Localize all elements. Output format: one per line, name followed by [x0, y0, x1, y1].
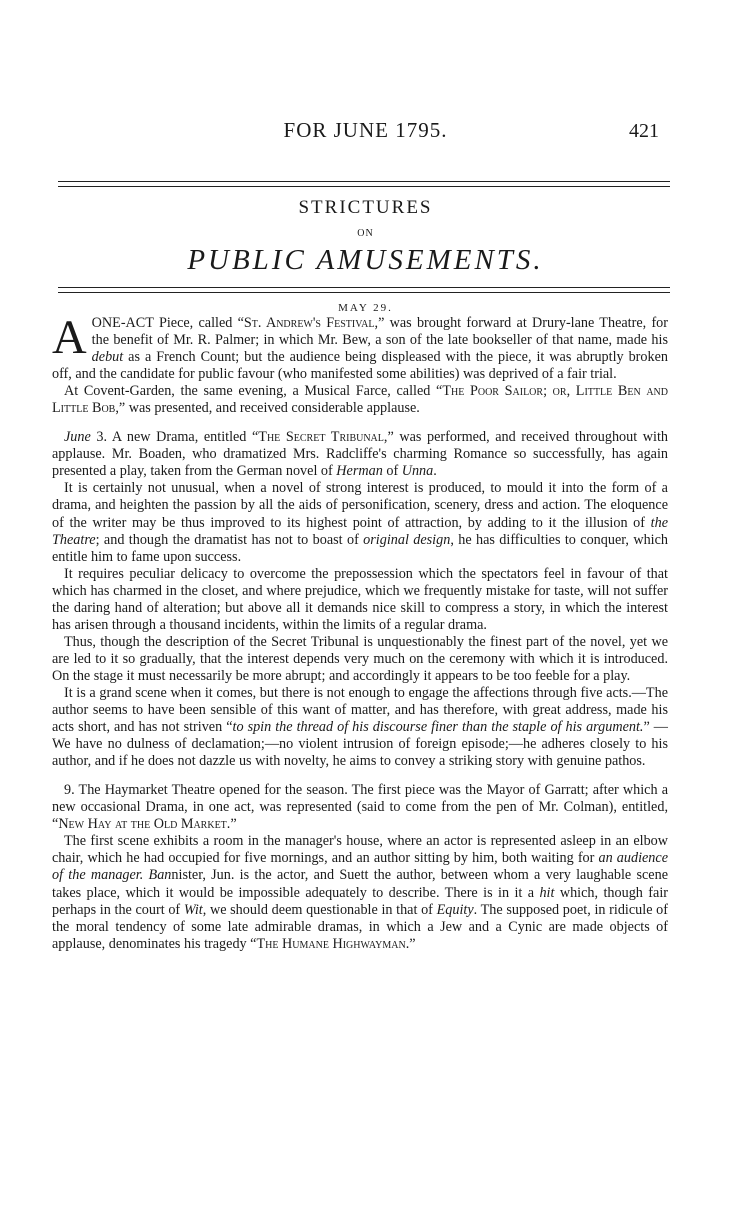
italic-quote: to spin the thread of his discourse finer than the staple of his argument. [232, 719, 644, 736]
play-title: The Poor Sailor; or, Little Ben and Little Bob [52, 383, 668, 417]
text: ,” was brought forward at Drury-lane Theatre, for the benefit of Mr. R. Palmer; in which Mr. Bew, a son of the late bookseller of that name, made his [91, 315, 668, 349]
text: of [382, 463, 402, 480]
running-head [0, 118, 731, 148]
text: ” —We have no dulness of declamation;—no violent intrusion of foreign episode;—he adheres closely to his author, and if he does not dazzle us with novelty, he aims to convey a striking story with genuine pathos. [52, 719, 668, 770]
play-title: The Humane Highwayman [256, 935, 406, 952]
text: 9. The Haymarket Theatre opened for the season. The first piece was the Mayor of Garratt; after which a new occasional Drama, in one act, was represented (said to come from the pen of Mr. Colman), entitled, “ [52, 782, 668, 833]
drop-cap: A [52, 311, 87, 364]
text: , we should deem questionable in that of [202, 901, 437, 918]
section-heading-public-amusements: PUBLIC AMUSEMENTS. [187, 244, 544, 276]
text: . The supposed poet, in ridicule of the moral tendency of some late admirable dramas, in which a Jew and a Cynic are made objects of applause, denominates his tragedy “ [52, 901, 668, 952]
paragraph-8 [52, 782, 668, 833]
paragraph-7 [52, 685, 668, 770]
text: nister, Jun. is the actor, and Suett the author, between whom a very laughable scene takes place, which it would be impossible adequately to describe. There is in it a [52, 867, 668, 901]
italic-word: Wit [183, 901, 203, 918]
paragraph-9 [52, 833, 668, 952]
top-rule-thick [58, 181, 670, 182]
text: The first scene exhibits a room in the manager's house, where an actor is represented asleep in an elbow chair, which he had occupied for five mornings, and an author sitting by him, both waiting for [52, 833, 668, 867]
text: . [433, 463, 437, 480]
heading-rule-thin [58, 292, 670, 293]
paragraph-3 [52, 429, 668, 480]
text: It is certainly not unusual, when a novel of strong interest is produced, to mould it into the form of a drama, and heighten the passion by all the aids of personification, scenery, dress and action. The eloquence of the writer may be thus improved to its highest point of attraction, by adding to it the illusion of [52, 480, 668, 531]
play-title: The Secret Tribunal [258, 429, 384, 446]
text: , he has difficulties to conquer, which entitle him to fame upon success. [52, 531, 668, 565]
play-title: New Hay at the Old Market [58, 816, 227, 833]
top-rule-thin [58, 186, 670, 187]
paragraph-1 [52, 311, 668, 383]
section-heading-strictures: STRICTURES [298, 197, 433, 218]
paragraph-6: Thus, though the description of the Secret Tribunal is unquestionably the finest part of the novel, yet we are led to it so gradually, that the interest depends very much on the ceremony with which it is introduced. On the stage it must necessarily be more abrupt; and accordingly it appears to be too feeble for a play. [52, 633, 668, 684]
text: .” [405, 935, 416, 952]
italic-word: Unna [401, 463, 434, 480]
text: ; and though the dramatist has not to boast of [95, 531, 364, 548]
text: ,” was performed, and received throughout with applause. Mr. Boaden, who dramatized Mrs. Radcliffe's charming Romance so successfully, has again presented a play, taken from the German novel of [52, 429, 668, 480]
paragraph-5: It requires peculiar delicacy to overcome the prepossession which the spectators feel in favour of that which has charmed in the closet, and where prejudice, which we frequently mistake for taste, will not suffer the daring hand of alteration; but above all it demands nice skill to compress a story, in which the interest has arisen through a thousand incidents, within the limits of a regular drama. [52, 565, 668, 633]
italic-word: hit [539, 884, 555, 901]
text: At Covent-Garden, the same evening, a Musical Farce, called “ [64, 383, 443, 400]
italic-word: debut [91, 349, 124, 366]
paragraph-2 [52, 383, 668, 417]
date-label: June [64, 429, 91, 446]
italic-phrase: an audience of the manager. Ban [52, 850, 668, 884]
text: 3. A new Drama, entitled “ [90, 429, 259, 446]
text: ,” was presented, and received considerable applause. [115, 400, 420, 417]
page-number: 421 [629, 120, 659, 142]
italic-phrase: the Theatre [52, 514, 668, 548]
text: ONE-ACT Piece, called “ [91, 315, 244, 331]
italic-word: Equity [436, 901, 474, 918]
text: It is a grand scene when it comes, but there is not enough to engage the affections through five acts.—The author seems to have been sensible of this want of matter, and has therefore, with great address, made his acts short, and has not striven “ [52, 684, 668, 736]
running-title: FOR JUNE 1795. [283, 118, 448, 142]
play-title: St. Andrew's Festival [243, 315, 375, 331]
text: which, though fair perhaps in the court of [52, 884, 668, 918]
italic-word: Herman [336, 463, 383, 480]
section-heading-on: ON [357, 228, 374, 239]
text: .” [226, 816, 237, 833]
dateline: MAY 29. [338, 302, 393, 314]
article-body [52, 311, 668, 953]
paragraph-4 [52, 480, 668, 565]
heading-rule-thick [58, 287, 670, 288]
italic-phrase: original design [363, 531, 451, 548]
text: as a French Count; but the audience being displeased with the piece, it was abruptly broken off, and the candidate for public favour (who manifested some abilities) was deprived of a fair trial. [52, 349, 668, 383]
